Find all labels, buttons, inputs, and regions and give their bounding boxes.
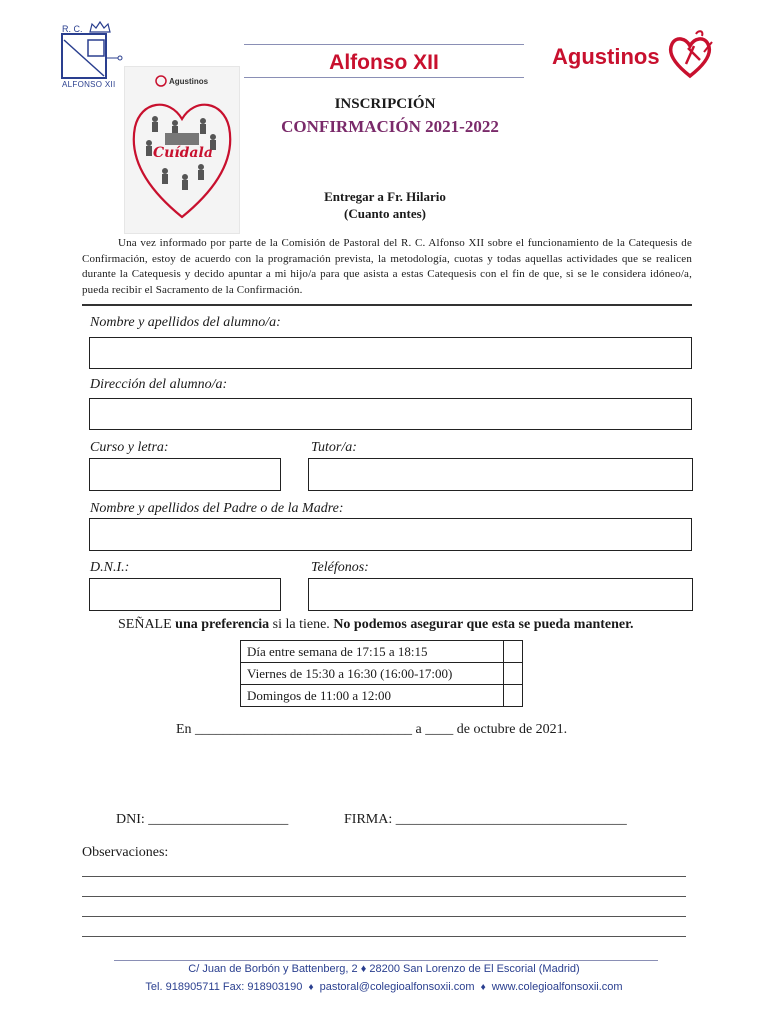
footer-tel-fax: Tel. 918905711 Fax: 918903190 bbox=[145, 981, 303, 993]
form-subtitle: CONFIRMACIÓN 2021-2022 bbox=[281, 117, 499, 136]
form-title: INSCRIPCIÓN bbox=[334, 96, 436, 112]
preference-checkbox-weekday[interactable] bbox=[504, 641, 523, 663]
cuidala-poster-image bbox=[124, 66, 240, 234]
delivery-line-1: Entregar a Fr. Hilario bbox=[324, 189, 446, 204]
footer-email-link[interactable]: pastoral@colegioalfonsoxii.com bbox=[319, 981, 475, 993]
footer-web-link[interactable]: www.colegioalfonsoxii.com bbox=[491, 981, 623, 993]
preference-option-label: Viernes de 15:30 a 16:30 (16:00-17:00) bbox=[241, 663, 504, 685]
tutor-label: Tutor/a: bbox=[311, 440, 357, 455]
heart-arrow-icon bbox=[666, 30, 714, 80]
observations-line[interactable] bbox=[82, 896, 686, 897]
preference-text-3: si la tiene. bbox=[269, 617, 334, 632]
footer-separator-icon: ♦ bbox=[480, 982, 486, 993]
preference-option-label: Domingos de 11:00 a 12:00 bbox=[241, 685, 504, 707]
poster-brand-label: Agustinos bbox=[169, 77, 209, 86]
preference-row bbox=[241, 685, 523, 707]
place-date-line[interactable]: En _______________________________ a ____ de octubre de 2021. bbox=[176, 722, 568, 737]
footer-separator-icon: ♦ bbox=[308, 982, 314, 993]
preference-option-label: Día entre semana de 17:15 a 18:15 bbox=[241, 641, 504, 663]
rc-logo-text: R. C. bbox=[62, 24, 83, 34]
parent-name-field[interactable] bbox=[89, 518, 692, 551]
preference-checkbox-friday[interactable] bbox=[504, 663, 523, 685]
phones-field[interactable] bbox=[308, 578, 693, 611]
tutor-field[interactable] bbox=[308, 458, 693, 491]
dni-label: D.N.I.: bbox=[90, 560, 130, 575]
signature-firma-line[interactable]: FIRMA: _________________________________ bbox=[344, 812, 627, 827]
preference-options-table bbox=[240, 640, 523, 707]
school-title: Alfonso XII bbox=[244, 44, 524, 78]
delivery-line-2: (Cuanto antes) bbox=[344, 206, 426, 221]
observations-label: Observaciones: bbox=[82, 845, 169, 860]
preference-text-1: SEÑALE bbox=[118, 617, 176, 632]
observations-line[interactable] bbox=[82, 916, 686, 917]
section-divider bbox=[82, 304, 692, 306]
agustinos-brand: Agustinos bbox=[552, 44, 660, 69]
preference-row bbox=[241, 663, 523, 685]
student-address-field[interactable] bbox=[89, 398, 692, 430]
intro-paragraph: Una vez informado por parte de la Comisión de Pastoral del R. C. Alfonso XII sobre el funcionamiento de la Catequesis de Confirmación, estoy de acuerdo con la programación prevista, la metodología, cuotas y todas aquellas actividades que se realicen durante la Catequesis y decido apuntar a mi hijo/a para que asista a estas Catequesis con el fin de que, si se le considera idóneo/a, pueda recibir el Sacramento de la Confirmación. bbox=[82, 237, 692, 296]
dni-field[interactable] bbox=[89, 578, 281, 611]
preference-instruction bbox=[118, 617, 634, 633]
course-field[interactable] bbox=[89, 458, 281, 491]
student-name-field[interactable] bbox=[89, 337, 692, 369]
signature-dni-line[interactable]: DNI: ____________________ bbox=[116, 812, 289, 827]
parent-name-label: Nombre y apellidos del Padre o de la Madre: bbox=[90, 501, 344, 516]
footer-divider bbox=[114, 960, 658, 961]
observations-line[interactable] bbox=[82, 876, 686, 877]
student-name-label: Nombre y apellidos del alumno/a: bbox=[90, 315, 281, 330]
delivery-note bbox=[290, 188, 480, 222]
phones-label: Teléfonos: bbox=[311, 560, 369, 575]
poster-title-word: Cuídala bbox=[153, 145, 213, 161]
preference-text-2: una preferencia bbox=[175, 617, 270, 632]
student-address-label: Dirección del alumno/a: bbox=[90, 377, 228, 392]
rc-logo-name: ALFONSO XII bbox=[62, 80, 116, 89]
observations-line[interactable] bbox=[82, 936, 686, 937]
footer-contact bbox=[82, 981, 686, 993]
preference-row bbox=[241, 641, 523, 663]
course-label: Curso y letra: bbox=[90, 440, 169, 455]
preference-checkbox-sunday[interactable] bbox=[504, 685, 523, 707]
footer-address: C/ Juan de Borbón y Battenberg, 2 ♦ 28200 San Lorenzo de El Escorial (Madrid) bbox=[188, 963, 580, 975]
rc-alfonso-logo bbox=[60, 18, 126, 92]
preference-text-4: No podemos asegurar que esta se pueda mantener. bbox=[333, 617, 634, 632]
